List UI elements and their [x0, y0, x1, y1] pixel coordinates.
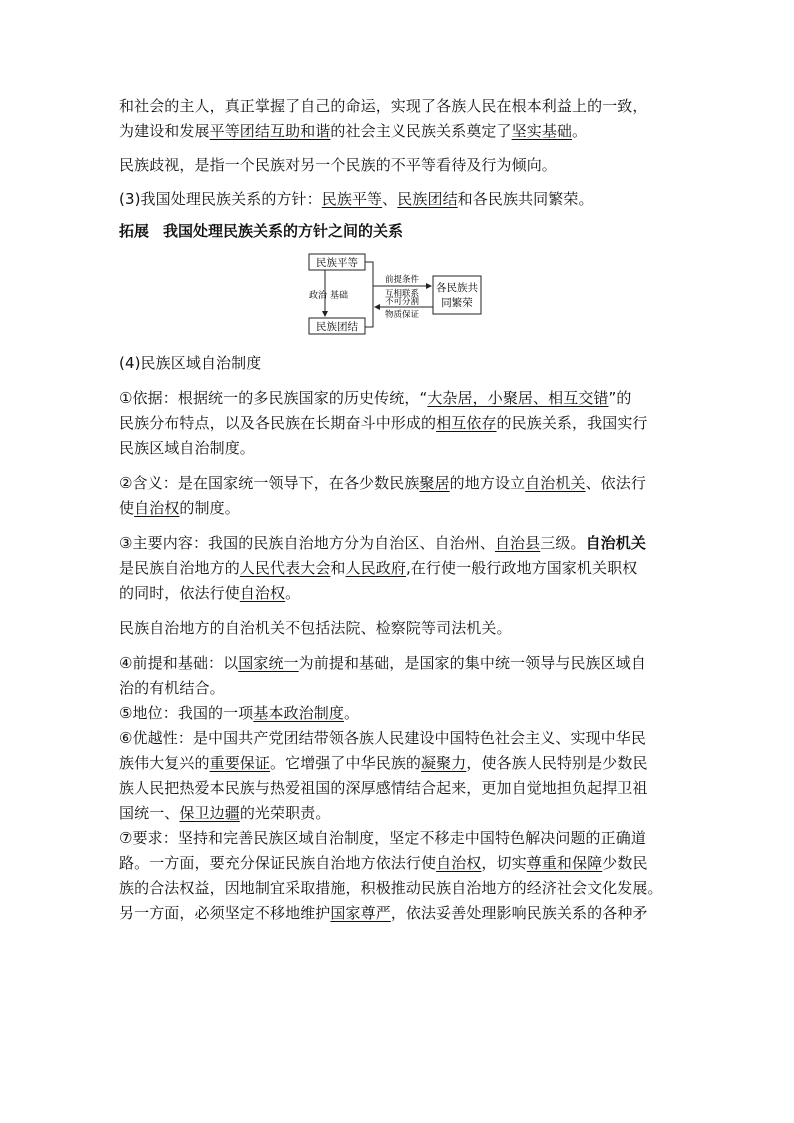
label-interconnected: 互相联系 [384, 289, 420, 299]
underlined-term: 自治权 [436, 854, 482, 872]
item-status [119, 701, 679, 726]
text: 国统一、 [119, 804, 180, 822]
text: 、 [382, 190, 398, 208]
item-content [119, 531, 679, 606]
underlined-term: 基本政治制度 [253, 704, 344, 722]
underlined-term: 自治权 [239, 584, 286, 602]
section-title: (4)民族区域自治制度 [119, 354, 262, 372]
text: ①依据：根据统一的多民族国家的历史传统，“ [119, 389, 428, 407]
box-unity-label: 民族团结 [316, 321, 358, 333]
underlined-term: 民族团结 [397, 190, 458, 208]
text: ”的 [608, 389, 632, 407]
underlined-term: 聚居 [419, 474, 450, 492]
text: 。 [285, 584, 301, 602]
item-basis [119, 386, 679, 461]
underlined-term: 自治县 [494, 534, 541, 552]
item-premise [119, 651, 679, 701]
text: 的民族关系，我国实行 [496, 414, 648, 432]
note-discrimination: 民族歧视，是指一个民族对另一个民族的不平等看待及行为倾向。 [119, 156, 557, 174]
underlined-term: 尊重和保障 [526, 854, 603, 872]
box-common-label-2: 同繁荣 [441, 297, 473, 309]
text: 的光荣职责。 [239, 804, 331, 822]
text: 的制度。 [179, 499, 240, 517]
text: 为建设和发展 [119, 122, 210, 140]
underlined-term: 重要保证 [209, 754, 271, 772]
underlined-term: 大杂居，小聚居、相互交错 [427, 389, 609, 407]
text: 的社会主义民族关系奠定了 [330, 122, 512, 140]
item-meaning [119, 471, 679, 521]
text: 民族分布特点，以及各民族在长期奋斗中形成的 [119, 414, 437, 432]
box-common-label-1: 各民族共 [436, 282, 478, 294]
text: 、依法行 [585, 474, 646, 492]
item-requirements [119, 826, 679, 926]
text: 和 [330, 559, 346, 577]
text: 的同时，依法行使 [119, 584, 240, 602]
text: (3)我国处理民族关系的方针： [119, 190, 322, 208]
extension-heading [119, 219, 679, 244]
underlined-term: 坚实基础 [511, 122, 573, 140]
text: 是民族自治地方的 [119, 559, 240, 577]
extension-title: 我国处理民族关系的方针之间的关系 [163, 222, 404, 240]
text: 族人民把热爱本民族与热爱祖国的深厚感情结合起来，更加自觉地担负起捍卫祖 [119, 779, 648, 797]
bracket-connector [365, 262, 373, 327]
text: 和各民族共同繁荣。 [457, 190, 594, 208]
underlined-term: 自治权 [134, 499, 180, 517]
text: 。它增强了中华民族的 [270, 754, 422, 772]
label-basis: 基础 [330, 291, 349, 301]
text: ③主要内容：我国的民族自治地方分为自治区、自治州、 [119, 534, 495, 552]
text: 。 [572, 122, 588, 140]
label-inseparable: 不可分割 [384, 297, 420, 307]
policy-paragraph [119, 187, 679, 212]
text: 三级。 [540, 534, 586, 552]
label-politics: 政治 [309, 291, 328, 301]
text: ④前提和基础：以 [119, 654, 239, 672]
text: ，切实 [481, 854, 527, 872]
text: ⑦要求：坚持和完善民族区域自治制度，坚定不移走中国特色解决问题的正确道 [119, 829, 646, 847]
bold-term: 自治机关 [585, 534, 646, 552]
text: 。 [343, 704, 360, 722]
text: 和社会的主人，真正掌握了自己的命运，实现了各族人民在根本利益上的一致， [119, 97, 648, 115]
underlined-term: 相互依存 [436, 414, 497, 432]
text: 族的合法权益，因地制宜采取措施，积极推动民族自治地方的经济社会文化发展。 [119, 879, 663, 897]
text: ，使各族人民特别是少数民 [466, 754, 648, 772]
note-judicial: 民族自治地方的自治机关不包括法院、检察院等司法机关。 [119, 619, 512, 637]
underlined-term: 自治机关 [525, 474, 586, 492]
underlined-term: 平等团结互助和谐 [209, 122, 331, 140]
text: 族伟大复兴的 [119, 754, 210, 772]
document-page [119, 94, 679, 926]
text: ⑤地位：我国的一项 [119, 704, 254, 722]
item-superiority [119, 726, 679, 826]
label-precondition: 前提条件 [384, 275, 420, 285]
text: 另一方面，必须坚定不移地维护 [119, 904, 331, 922]
text: 为前提和基础，是国家的集中统一领导与民族区域自 [298, 654, 646, 672]
relationship-diagram [305, 252, 495, 342]
text: 的地方设立 [449, 474, 526, 492]
extension-tag: 拓展 [119, 222, 150, 240]
box-equality-label: 民族平等 [316, 257, 358, 269]
text: 少数民 [602, 854, 648, 872]
underlined-term: 国家尊严 [330, 904, 391, 922]
text: ,在行使一般行政地方国家机关职权 [405, 559, 638, 577]
text: 使 [119, 499, 135, 517]
paragraph-intro [119, 94, 679, 144]
underlined-term: 保卫边疆 [179, 804, 240, 822]
underlined-term: 凝聚力 [421, 754, 467, 772]
text: 路。一方面，要充分保证民族自治地方依法行使 [119, 854, 437, 872]
text: 治的有机结合。 [119, 679, 225, 697]
underlined-term: 民族平等 [321, 190, 383, 208]
text: ⑥优越性：是中国共产党团结带领各族人民建设中国特色社会主义、实现中华民 [119, 729, 646, 747]
text: 民族区域自治制度。 [119, 439, 255, 457]
text: ，依法妥善处理影响民族关系的各种矛 [390, 904, 648, 922]
underlined-term: 国家统一 [238, 654, 299, 672]
underlined-term: 人民政府 [345, 559, 406, 577]
text: ②含义：是在国家统一领导下，在各少数民族 [119, 474, 420, 492]
label-material-guarantee: 物质保证 [384, 310, 420, 320]
underlined-term: 人民代表大会 [239, 559, 331, 577]
